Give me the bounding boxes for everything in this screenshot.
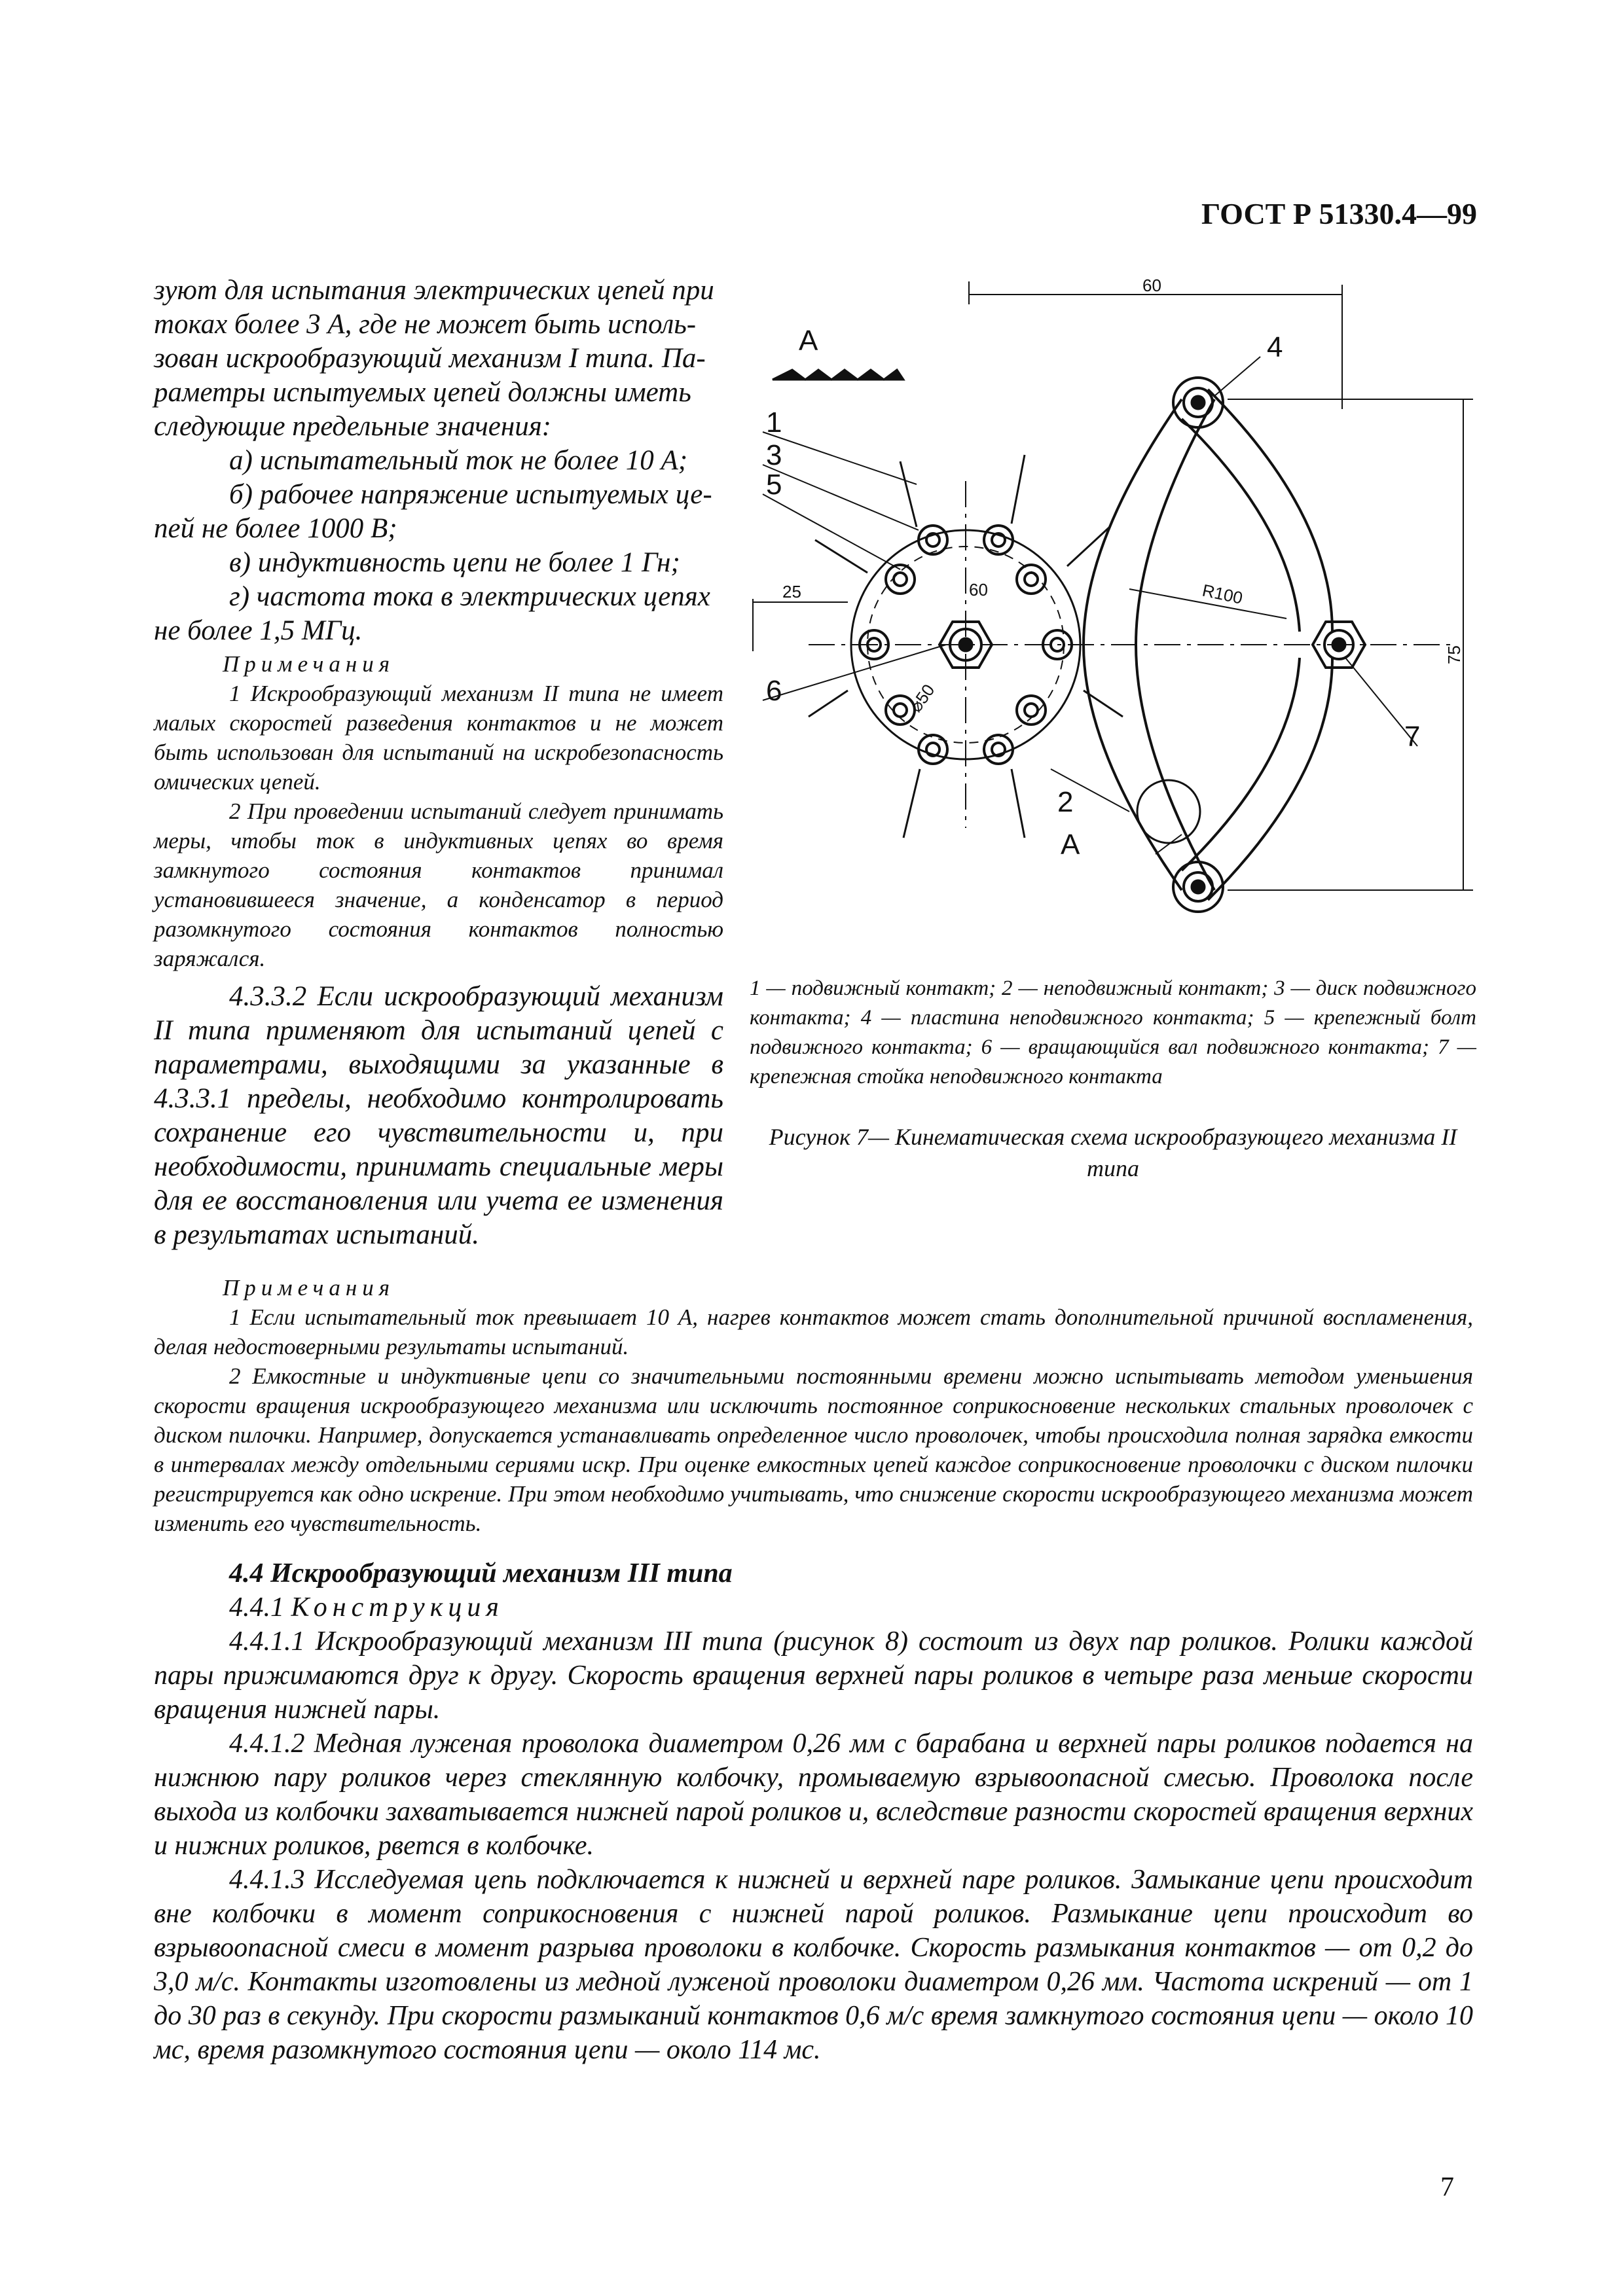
notes-title: Примечания bbox=[223, 651, 395, 677]
dimension-25: 25 bbox=[782, 582, 801, 601]
view-label: А bbox=[799, 325, 818, 357]
dimension-75: 75 bbox=[1444, 645, 1464, 664]
view-a-symbol bbox=[773, 370, 903, 380]
document-header: ГОСТ Р 51330.4—99 bbox=[1201, 197, 1477, 230]
paragraph-4-3-3-2 bbox=[154, 980, 723, 1252]
note-2: 2 Емкостные и индуктивные цепи со значительными постоянными времени можно испытывать методом уменьшения скорости вращения искрообразующего механизма или исключить постоянное соприкосновение нескольких стальных проволочек с диском пилочки. Например, допускается устанавливать определенное число проволочек, чтобы происходила полная зарядка емкости в интервалах между отдельными сериями искр. При оценке емкостных цепей каждое соприкосновение проволочки с диском пилочки регистрируется как одно искрение. При этом необходимо учитывать, что снижение скорости искрообразующего механизма может изменить его чувствительность. bbox=[154, 1363, 1473, 1536]
list-item: в) индуктивность цепи не более 1 Гн; bbox=[229, 547, 680, 578]
paragraph: 4.4.1.2 Медная луженая проволока диаметром 0,26 мм с барабана и верхней пары роликов подается на нижнюю пару роликов через стеклянную колбочку, промываемую взрывоопасной смесью. Проволока после выхода из колбочки захватывается нижней парой роликов и, вследствие разности скоростей вращения верхних и нижних роликов, рвется в колбочке. bbox=[154, 1729, 1473, 1861]
dimension-60: 60 bbox=[969, 580, 988, 600]
list-item: г) частота тока в электрических цепях bbox=[229, 581, 710, 612]
note-2: 2 При проведении испытаний следует принимать меры, чтобы ток в индуктивных цепях во время замкнутого состояния контактов принимал установившееся значение, а конденсатор в период разомкнутого состояния контактов полностью заряжался. bbox=[154, 798, 723, 971]
paragraph-text: 4.3.3.2 Если искрообразующий механизм II типа применяют для испытаний цепей с параметрами, выходящими за указанные в 4.3.3.1 пределы, необходимо контролировать сохранение его чувствительности и, при необходимости, принимать специальные меры для ее восстановления или учета ее изменения в результатах испытаний. bbox=[154, 981, 723, 1250]
paragraph: 4.4.1.3 Исследуемая цепь подключается к нижней и верхней паре роликов. Замыкание цепи происходит вне колбочки в момент соприкосновения с нижней парой роликов. Размыкание цепи происходит во взрывоопасной смеси в момент разрыва проволоки в колбочке. Скорость размыкания контактов — от 0,2 до 3,0 м/с. Контакты изготовлены из медной луженой проволоки диаметром 0,26 мм. Частота искрений — от 1 до 30 раз в секунду. При скорости размыканий контактов 0,6 м/с время замкнутого состояния цепи — около 10 мс, время разомкнутого состояния цепи — около 114 мс. bbox=[154, 1865, 1473, 2065]
text-line: раметры испытуемых цепей должны иметь bbox=[154, 377, 691, 408]
note-1: 1 Искрообразующий механизм II типа не имеет малых скоростей разведения контактов и не может быть использован для испытаний на искробезопасность омических цепей. bbox=[154, 681, 723, 795]
view-label-2: А bbox=[1061, 829, 1080, 861]
list-item: а) испытательный ток не более 10 А; bbox=[229, 445, 688, 476]
text-line: токах более 3 А, где не может быть исполь- bbox=[154, 309, 697, 340]
dimension-60-top: 60 bbox=[1142, 276, 1161, 295]
callout-5: 5 bbox=[766, 469, 782, 501]
kinematic-diagram bbox=[743, 265, 1483, 952]
left-column-text bbox=[154, 274, 723, 973]
view-a-circle bbox=[1137, 780, 1200, 843]
callout-3: 3 bbox=[766, 439, 782, 471]
list-item: не более 1,5 МГц. bbox=[154, 615, 363, 646]
list-item: пей не более 1000 В; bbox=[154, 513, 397, 544]
callout-2: 2 bbox=[1057, 786, 1074, 818]
subsection-number: 4.4.1 bbox=[229, 1592, 284, 1623]
notes-title: Примечания bbox=[223, 1275, 395, 1300]
callout-1: 1 bbox=[766, 406, 782, 439]
callout-6: 6 bbox=[766, 675, 782, 707]
list-item: б) рабочее напряжение испытуемых це- bbox=[229, 479, 712, 510]
notes-block bbox=[154, 1273, 1473, 1538]
note-1: 1 Если испытательный ток превышает 10 А, нагрев контактов может стать дополнительной причиной воспламенения, делая недостоверными результаты испытаний. bbox=[154, 1304, 1473, 1359]
page-number: 7 bbox=[1440, 2172, 1454, 2202]
text-line: зован искрообразующий механизм I типа. Па- bbox=[154, 343, 706, 374]
section-4-4 bbox=[154, 1556, 1473, 2067]
subsection-heading bbox=[154, 1590, 1473, 1624]
text-line: зуют для испытания электрических цепей при bbox=[154, 275, 714, 306]
text-line: следующие предельные значения: bbox=[154, 411, 551, 442]
radius-label: R100 bbox=[1200, 580, 1245, 608]
diameter-label: ⌀50 bbox=[905, 680, 939, 716]
callout-7: 7 bbox=[1404, 721, 1421, 753]
figure-caption: Рисунок 7— Кинематическая схема искрообразующего механизма II типа bbox=[769, 1124, 1457, 1181]
subsection-title: Конструкция bbox=[291, 1592, 504, 1623]
figure-legend: 1 — подвижный контакт; 2 — неподвижный контакт; 3 — диск подвижного контакта; 4 — пластина неподвижного контакта; 5 — крепежный болт подвижного контакта; 6 — вращающийся вал подвижного контакта; 7 — крепежная стойка неподвижного контакта bbox=[750, 977, 1476, 1088]
section-heading: 4.4 Искрообразующий механизм III типа bbox=[229, 1558, 733, 1588]
callout-4: 4 bbox=[1267, 331, 1283, 363]
paragraph: 4.4.1.1 Искрообразующий механизм III типа (рисунок 8) состоит из двух пар роликов. Ролики каждой пары прижимаются друг к другу. Скорость вращения верхней пары роликов в четыре раза меньше скорости вращения нижней пары. bbox=[154, 1626, 1473, 1725]
